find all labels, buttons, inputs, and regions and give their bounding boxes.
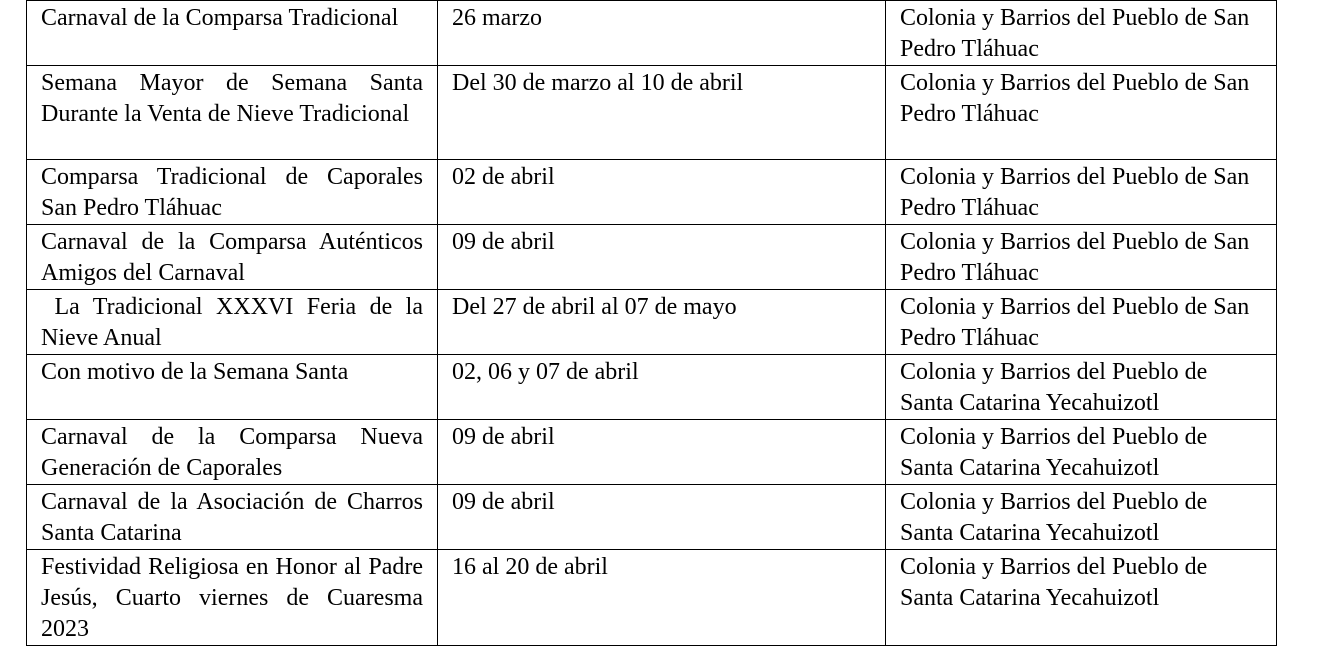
event-place-cell: Colonia y Barrios del Pueblo de San Pedro Tláhuac — [886, 290, 1277, 355]
table-row — [27, 485, 1277, 550]
event-date-cell: Del 27 de abril al 07 de mayo — [438, 290, 886, 355]
event-name-cell: Carnaval de la Comparsa Tradicional — [27, 1, 438, 66]
table-row — [27, 160, 1277, 225]
event-date-cell: 02 de abril — [438, 160, 886, 225]
event-name-cell: Festividad Religiosa en Honor al Padre Jesús, Cuarto viernes de Cuaresma 2023 — [27, 550, 438, 646]
event-place-cell: Colonia y Barrios del Pueblo de San Pedro Tláhuac — [886, 160, 1277, 225]
table-row — [27, 420, 1277, 485]
event-name-cell: Con motivo de la Semana Santa — [27, 355, 438, 420]
table-row — [27, 66, 1277, 160]
event-date-cell: 16 al 20 de abril — [438, 550, 886, 646]
events-table — [26, 0, 1277, 646]
events-table-body — [27, 1, 1277, 646]
event-place-cell: Colonia y Barrios del Pueblo de Santa Catarina Yecahuizotl — [886, 485, 1277, 550]
event-place-cell: Colonia y Barrios del Pueblo de Santa Catarina Yecahuizotl — [886, 355, 1277, 420]
table-row — [27, 1, 1277, 66]
table-row — [27, 225, 1277, 290]
event-name-cell: Carnaval de la Asociación de Charros Santa Catarina — [27, 485, 438, 550]
table-row — [27, 290, 1277, 355]
event-date-cell: 09 de abril — [438, 225, 886, 290]
event-name-cell: La Tradicional XXXVI Feria de la Nieve Anual — [27, 290, 438, 355]
event-date-cell: 02, 06 y 07 de abril — [438, 355, 886, 420]
event-date-cell: 09 de abril — [438, 420, 886, 485]
event-name-cell: Comparsa Tradicional de Caporales San Pedro Tláhuac — [27, 160, 438, 225]
event-name-cell: Semana Mayor de Semana Santa Durante la Venta de Nieve Tradicional — [27, 66, 438, 160]
event-name-cell: Carnaval de la Comparsa Auténticos Amigos del Carnaval — [27, 225, 438, 290]
table-row — [27, 355, 1277, 420]
event-date-cell: 09 de abril — [438, 485, 886, 550]
event-name-cell: Carnaval de la Comparsa Nueva Generación de Caporales — [27, 420, 438, 485]
event-date-cell: Del 30 de marzo al 10 de abril — [438, 66, 886, 160]
event-date-cell: 26 marzo — [438, 1, 886, 66]
event-place-cell: Colonia y Barrios del Pueblo de San Pedro Tláhuac — [886, 1, 1277, 66]
event-place-cell: Colonia y Barrios del Pueblo de Santa Catarina Yecahuizotl — [886, 550, 1277, 646]
table-row — [27, 550, 1277, 646]
event-place-cell: Colonia y Barrios del Pueblo de San Pedro Tláhuac — [886, 66, 1277, 160]
event-place-cell: Colonia y Barrios del Pueblo de San Pedro Tláhuac — [886, 225, 1277, 290]
event-place-cell: Colonia y Barrios del Pueblo de Santa Catarina Yecahuizotl — [886, 420, 1277, 485]
